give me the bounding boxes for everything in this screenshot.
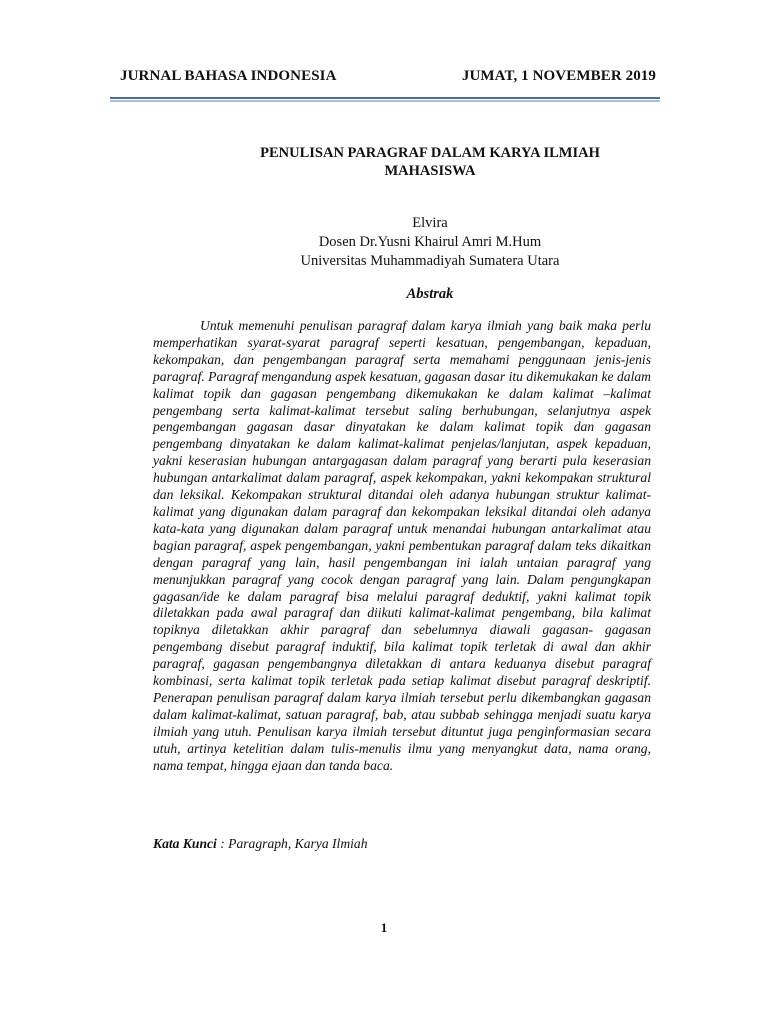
keywords-label: Kata Kunci (153, 836, 217, 851)
page-number: 1 (380, 920, 388, 935)
journal-name: JURNAL BAHASA INDONESIA (120, 68, 337, 84)
lecturer-name: Dosen Dr.Yusni Khairul Amri M.Hum (318, 234, 542, 250)
title-line-1: PENULISAN PARAGRAF DALAM KARYA ILMIAH (260, 145, 600, 161)
abstract-heading: Abstrak (406, 286, 454, 302)
keywords (153, 836, 368, 852)
title-line-2: MAHASISWA (384, 163, 476, 179)
paper-title (150, 144, 710, 180)
author-block (150, 214, 710, 271)
header-divider (110, 97, 660, 99)
page-header (120, 68, 656, 85)
author-name: Elvira (412, 215, 448, 231)
abstract-body: Untuk memenuhi penulisan paragraf dalam karya ilmiah yang baik maka perlu memperhatikan syarat-syarat paragraf seperti kesatuan, pengembangan, kepaduan, kekompakan, dan pengembangan paragraf serta memahami penggunaan jenis-jenis paragraf. Paragraf mengandung aspek kesatuan, gagasan dasar itu dikemukakan ke dalam kalimat topik dan gagasan pengembang dikemukakan ke dalam kalimat –kalimat pengembang serta kalimat-kalimat tersebut saling berhubungan, selanjutnya aspek pengembangan gagasan dasar dinyatakan ke dalam kalimat topik dan gagasan pengembang dinyatakan ke dalam kalimat-kalimat penjelas/lanjutan, aspek kepaduan, yakni keserasian hubungan antargagasan dalam paragraf yang berarti pula keserasian hubungan antarkalimat dalam paragraf, aspek kekompakan, yakni kekompakan struktural dan leksikal. Kekompakan struktural ditandai oleh adanya hubungan struktur kalimat-kalimat yang digunakan dalam paragraf dan kekompakan leksikal ditandai oleh adanya kata-kata yang digunakan dalam paragraf untuk menandai hubungan antarkalimat atau bagian paragraf, aspek pengembangan, yakni pembentukan paragraf dalam teks dikaitkan dengan paragraf yang lain, hasil pengembangan ini ialah untaian paragraf yang menunjukkan paragraf yang cocok dengan paragraf yang lain. Dalam pengungkapan gagasan/ide ke dalam paragraf bisa melalui paragraf deduktif, yakni kalimat topik diletakkan pada awal paragraf dan diikuti kalimat-kalimat pengembang, bila kalimat topiknya diletakkan akhir paragraf dan sebelumnya diawali gagasan- gagasan pengembang disebut paragraf induktif, bila kalimat topik terletak di awal dan akhir paragraf, gagasan pengembangnya diletakkan di antara keduanya disebut paragraf kombinasi, serta kalimat topik terletak pada setiap kalimat disebut paragraf deskriptif. Penerapan penulisan paragraf dalam karya ilmiah tersebut perlu dikembangkan gagasan dalam kalimat-kalimat, satuan paragraf, bab, atau subbab sehingga menjadi suatu karya ilmiah yang utuh. Penulisan karya ilmiah tersebut dituntut juga penginformasian secara utuh, artinya ketelitian dalam tulis-menulis ilmu yang menyangkut data, nama orang, nama tempat, hingga ejaan dan tanda baca. (153, 318, 651, 773)
publication-date: JUMAT, 1 NOVEMBER 2019 (461, 68, 656, 84)
affiliation: Universitas Muhammadiyah Sumatera Utara (300, 253, 560, 269)
keywords-value: : Paragraph, Karya Ilmiah (216, 836, 368, 851)
